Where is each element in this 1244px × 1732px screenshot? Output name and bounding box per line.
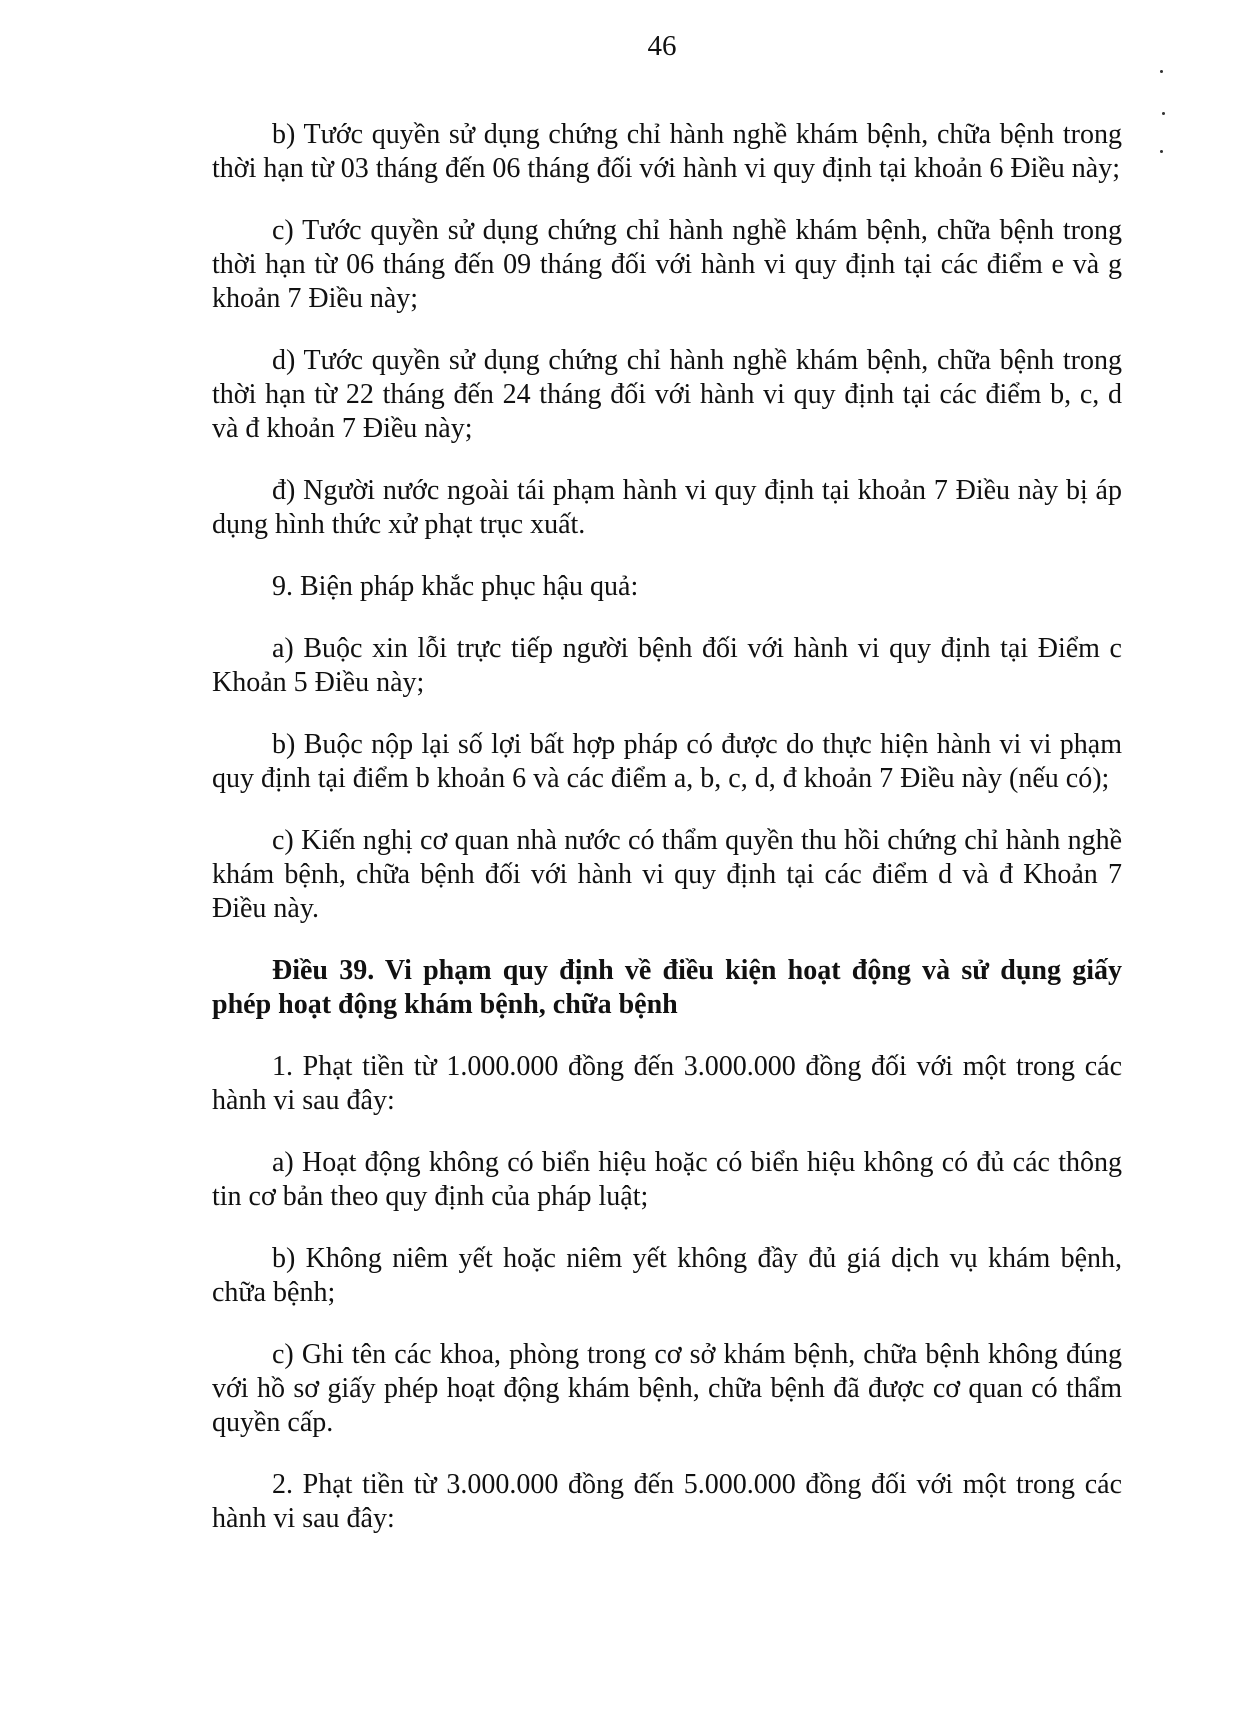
paragraph-9b: b) Buộc nộp lại số lợi bất hợp pháp có được do thực hiện hành vi vi phạm quy định tại điểm b khoản 6 và các điểm a, b, c, d, đ khoản 7 Điều này (nếu có); — [212, 729, 1122, 794]
scan-speck — [1162, 112, 1165, 115]
document-body — [212, 118, 1122, 1564]
paragraph-9-heading: 9. Biện pháp khắc phục hậu quả: — [272, 571, 639, 602]
paragraph-8b: b) Tước quyền sử dụng chứng chỉ hành nghề khám bệnh, chữa bệnh trong thời hạn từ 03 tháng đến 06 tháng đối với hành vi quy định tại khoản 6 Điều này; — [212, 119, 1122, 184]
paragraph-39-1b: b) Không niêm yết hoặc niêm yết không đầy đủ giá dịch vụ khám bệnh, chữa bệnh; — [212, 1243, 1122, 1308]
paragraph-8d: d) Tước quyền sử dụng chứng chỉ hành nghề khám bệnh, chữa bệnh trong thời hạn từ 22 tháng đến 24 tháng đối với hành vi quy định tại các điểm b, c, d và đ khoản 7 Điều này; — [212, 345, 1122, 444]
paragraph-9a: a) Buộc xin lỗi trực tiếp người bệnh đối với hành vi quy định tại Điểm c Khoản 5 Điều này; — [212, 633, 1122, 698]
paragraph-39-1: 1. Phạt tiền từ 1.000.000 đồng đến 3.000.000 đồng đối với một trong các hành vi sau đây: — [212, 1051, 1122, 1116]
scan-speck — [1160, 70, 1163, 73]
paragraph-9c: c) Kiến nghị cơ quan nhà nước có thẩm quyền thu hồi chứng chỉ hành nghề khám bệnh, chữa bệnh đối với hành vi quy định tại các điểm d và đ Khoản 7 Điều này. — [212, 825, 1122, 924]
paragraph-8dd: đ) Người nước ngoài tái phạm hành vi quy định tại khoản 7 Điều này bị áp dụng hình thức xử phạt trục xuất. — [212, 475, 1122, 540]
page-number: 46 — [647, 30, 677, 62]
paragraph-39-1c: c) Ghi tên các khoa, phòng trong cơ sở khám bệnh, chữa bệnh không đúng với hồ sơ giấy phép hoạt động khám bệnh, chữa bệnh đã được cơ quan có thẩm quyền cấp. — [212, 1339, 1122, 1438]
article-39-heading: Điều 39. Vi phạm quy định về điều kiện hoạt động và sử dụng giấy phép hoạt động khám bệnh, chữa bệnh — [212, 955, 1122, 1020]
paragraph-39-2: 2. Phạt tiền từ 3.000.000 đồng đến 5.000.000 đồng đối với một trong các hành vi sau đây: — [212, 1469, 1122, 1534]
paragraph-39-1a: a) Hoạt động không có biển hiệu hoặc có biển hiệu không có đủ các thông tin cơ bản theo quy định của pháp luật; — [212, 1147, 1122, 1212]
scan-speck — [1160, 150, 1163, 153]
paragraph-8c: c) Tước quyền sử dụng chứng chỉ hành nghề khám bệnh, chữa bệnh trong thời hạn từ 06 tháng đến 09 tháng đối với hành vi quy định tại các điểm e và g khoản 7 Điều này; — [212, 215, 1122, 314]
